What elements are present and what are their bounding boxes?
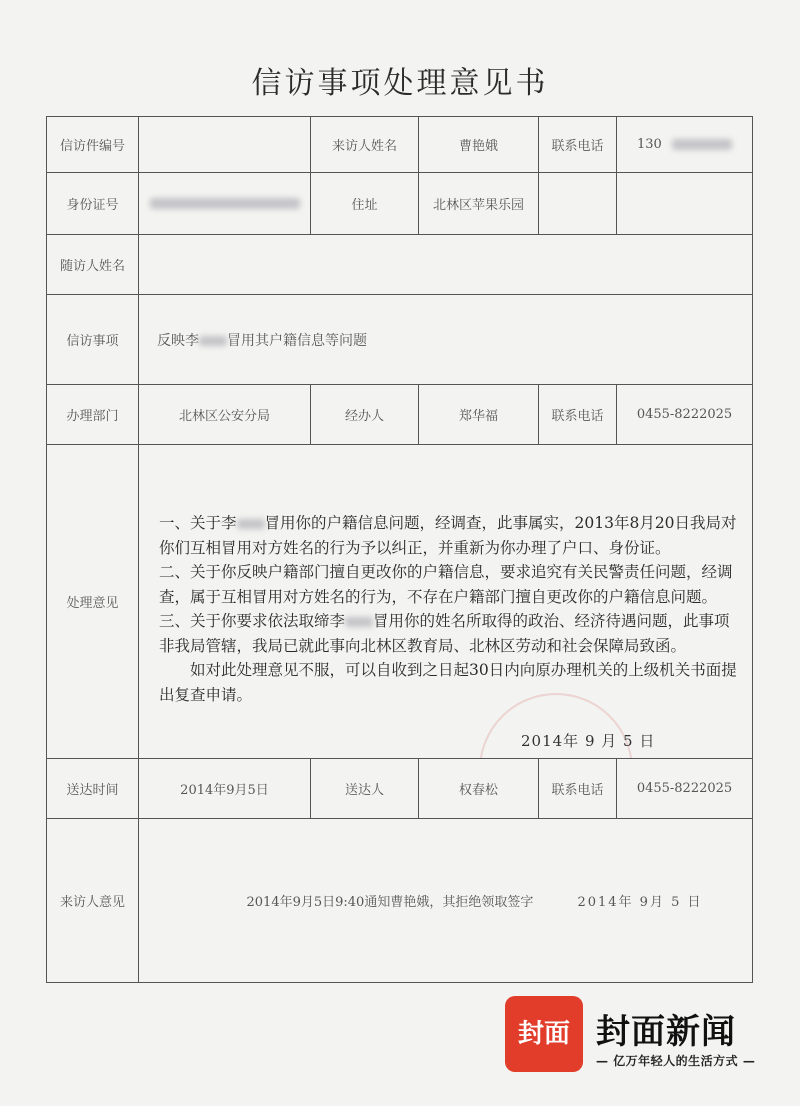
document-title: 信访事项处理意见书: [251, 66, 549, 101]
redacted-name: [237, 519, 265, 529]
row-case-info: [47, 117, 753, 173]
dept-phone-value: 0455-8222025: [617, 385, 753, 445]
delivery-phone-value: 0455-8222025: [617, 759, 753, 819]
matter-prefix: 反映李: [157, 332, 199, 349]
row-dept: [47, 385, 753, 445]
news-logo-badge: 封面: [505, 996, 583, 1072]
redacted-name: [345, 617, 373, 627]
news-logo-slogan: — 亿万年轻人的生活方式 —: [596, 1054, 756, 1068]
opinion-text: 冒用你的姓名所取得的政治、经济待遇问题，此事项非我局管辖，我局已就此事向北林区教育局、北林区劳动和社会保障局致函。: [159, 612, 730, 655]
case-no-value: [139, 117, 311, 173]
matter-value: [139, 295, 753, 385]
row-visitor-reply: [47, 819, 753, 983]
accompany-label: 随访人姓名: [47, 235, 139, 295]
opinion-date: 2014年 9 月 5 日: [521, 732, 656, 750]
matter-suffix: 冒用其户籍信息等问题: [227, 332, 367, 349]
reply-text: 2014年9月5日9:40通知曹艳娥，其拒绝领取签字: [246, 895, 534, 910]
redacted-id-number: [150, 198, 300, 209]
dept-phone-label: 联系电话: [539, 385, 617, 445]
reply-content: [139, 819, 753, 983]
redacted-phone: [672, 139, 732, 150]
visitor-phone-prefix: 130: [637, 137, 662, 152]
opinion-content: [139, 445, 753, 759]
opinion-paragraph: [159, 609, 740, 658]
deliverer-value: 权春松: [419, 759, 539, 819]
opinion-label: 处理意见: [47, 445, 139, 759]
visitor-name-label: 来访人姓名: [311, 117, 419, 173]
row-matter: [47, 295, 753, 385]
news-logo-name: 封面新闻: [596, 1012, 736, 1052]
dept-label: 办理部门: [47, 385, 139, 445]
petition-form-table: [46, 116, 753, 983]
handler-value: 郑华福: [419, 385, 539, 445]
row-delivery: [47, 759, 753, 819]
opinion-text: 冒用你的户籍信息问题，经调查，此事属实，2013年8月20日我局对你们互相冒用对方姓名的行为予以纠正，并重新为你办理了户口、身份证。: [159, 514, 737, 557]
empty-cell: [617, 173, 753, 235]
row-accompany: [47, 235, 753, 295]
visitor-name-value: 曹艳娥: [419, 117, 539, 173]
case-no-label: 信访件编号: [47, 117, 139, 173]
id-value-cell: [139, 173, 311, 235]
handler-label: 经办人: [311, 385, 419, 445]
reply-date: 2014年 9月 5 日: [577, 895, 703, 910]
redacted-name: [199, 336, 227, 346]
delivery-time-label: 送达时间: [47, 759, 139, 819]
reply-label: 来访人意见: [47, 819, 139, 983]
opinion-paragraph: [159, 511, 740, 560]
opinion-paragraph: 二、关于你反映户籍部门擅自更改你的户籍信息，要求追究有关民警责任问题，经调查，属于互相冒用对方姓名的行为，不存在户籍部门擅自更改你的户籍信息问题。: [159, 563, 733, 606]
address-label: 住址: [311, 173, 419, 235]
dept-value: 北林区公安分局: [139, 385, 311, 445]
accompany-value: [139, 235, 753, 295]
matter-label: 信访事项: [47, 295, 139, 385]
opinion-paragraph: 如对此处理意见不服，可以自收到之日起30日内向原办理机关的上级机关书面提出复查申请。: [159, 661, 737, 704]
opinion-text: 一、关于李: [159, 514, 237, 532]
deliverer-label: 送达人: [311, 759, 419, 819]
row-id-address: [47, 173, 753, 235]
delivery-phone-label: 联系电话: [539, 759, 617, 819]
delivery-time-value: 2014年9月5日: [139, 759, 311, 819]
empty-cell: [539, 173, 617, 235]
opinion-text: 三、关于你要求依法取缔李: [159, 612, 346, 630]
address-value: 北林区苹果乐园: [419, 173, 539, 235]
row-opinion: [47, 445, 753, 759]
visitor-phone-cell: [617, 117, 753, 173]
id-label: 身份证号: [47, 173, 139, 235]
visitor-phone-label: 联系电话: [539, 117, 617, 173]
